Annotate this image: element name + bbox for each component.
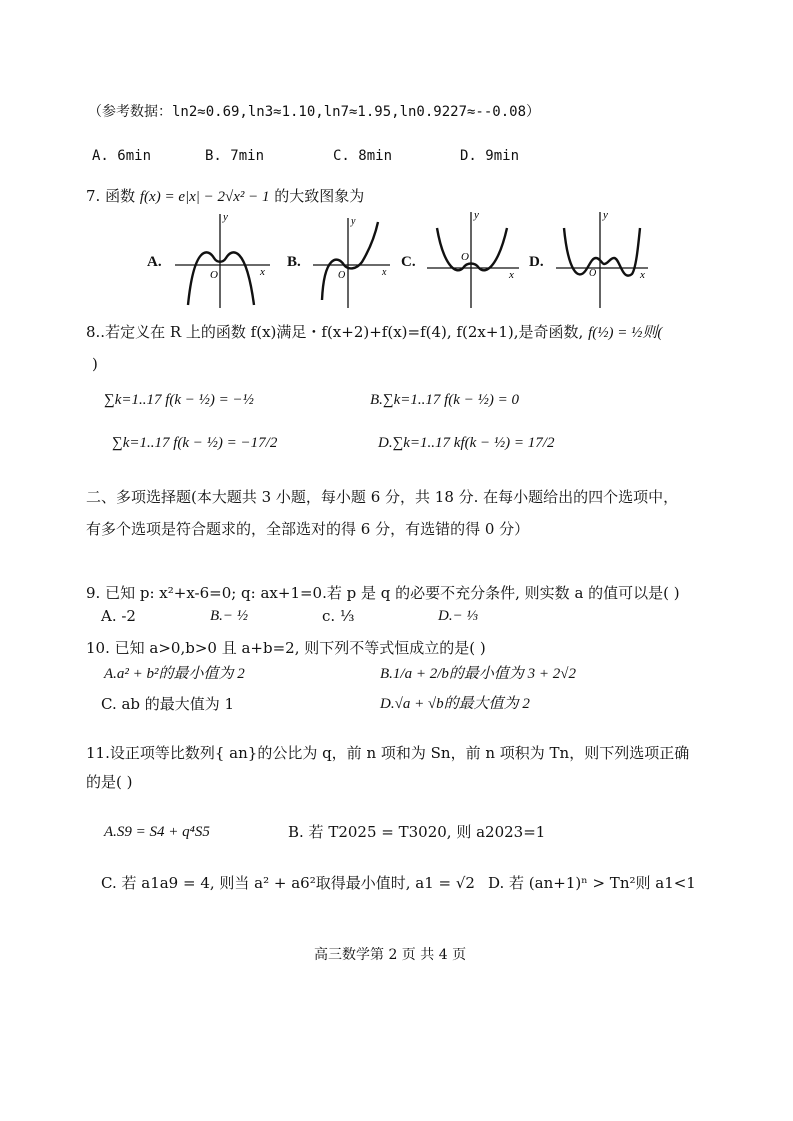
q9-option-b: B.− ½ (210, 608, 249, 624)
reference-data: （参考数据：ln2≈0.69,ln3≈1.10,ln7≈1.95,ln0.9227≈--0.08） (88, 104, 541, 120)
q8-paren-close: ) (92, 355, 98, 373)
q9-option-c: c. ⅓ (322, 607, 355, 625)
graph-a-origin: O (210, 269, 218, 281)
q7-tail: 的大致图象为 (274, 187, 365, 205)
graph-c-curve (437, 228, 507, 270)
q11-option-b: B. 若 T2025 = T3020, 则 a2023=1 (288, 823, 546, 841)
q10-stem: 10. 已知 a>0,b>0 且 a+b=2, 则下列不等式恒成立的是( ) (86, 639, 486, 657)
graph-c-x-label: x (509, 269, 514, 281)
q10-option-a: A.a² + b²的最小值为 2 (104, 666, 245, 682)
q11-line2: 的是( ) (86, 773, 133, 791)
graph-b-curve (322, 222, 378, 300)
graph-c (423, 208, 523, 310)
q10-option-d: D.√a + √b的最大值为 2 (380, 696, 530, 712)
q6-option-b: B. 7min (205, 148, 265, 164)
q8-text: 8..若定义在 R 上的函数 f(x)满足・f(x+2)+f(x)=f(4), f(2x+1),是奇函数, (86, 323, 584, 341)
q11-option-c: C. 若 a1a9 = 4, 则当 a² + a6²取得最小值时, a1 = √2 (101, 874, 475, 892)
graph-d-y-label: y (603, 209, 608, 221)
q8-condition: f(½) = ½则( (588, 325, 663, 341)
q9-option-d: D.− ⅓ (438, 608, 478, 624)
q10-option-c: C. ab 的最大值为 1 (101, 695, 235, 713)
graph-b-x-label: x (382, 267, 387, 278)
q9-stem: 9. 已知 p: x²+x-6=0; q: ax+1=0.若 p 是 q 的必要不充分条件, 则实数 a 的值可以是( ) (86, 584, 680, 602)
q8-option-b: B.∑k=1..17 f(k − ½) = 0 (370, 392, 519, 408)
graph-a (170, 210, 275, 310)
q8-option-a: ∑k=1..17 f(k − ½) = −½ (104, 392, 254, 408)
section2-line2: 有多个选项是符合题求的，全部选对的得 6 分，有选错的得 0 分） (86, 520, 530, 538)
graph-label-a: A. (147, 254, 162, 270)
graph-b (308, 210, 393, 310)
graph-b-origin: O (338, 270, 346, 281)
graph-label-c: C. (401, 254, 416, 270)
graph-label-b: B. (287, 254, 301, 270)
q11-option-d: D. 若 (an+1)ⁿ > Tn²则 a1<1 (488, 874, 696, 892)
graph-a-curve (188, 252, 254, 305)
page-footer: 高三数学第 2 页 共 4 页 (314, 947, 467, 963)
graph-d-origin: O (589, 268, 597, 279)
graph-a-x-label: x (260, 266, 265, 278)
q7-number: 7. 函数 (86, 187, 136, 205)
graph-c-y-label: y (474, 209, 479, 221)
q10-option-b: B.1/a + 2/b的最小值为 3 + 2√2 (380, 666, 576, 682)
graph-d (552, 208, 652, 310)
graph-b-y-label: y (351, 216, 356, 227)
q11-line1: 11.设正项等比数列{ an}的公比为 q，前 n 项和为 Sn，前 n 项积为 Tn，则下列选项正确 (86, 744, 690, 762)
q6-option-d: D. 9min (460, 148, 520, 164)
graph-d-x-label: x (640, 269, 645, 281)
section2-line1: 二、多项选择题(本大题共 3 小题，每小题 6 分，共 18 分. 在每小题给出的四个选项中， (86, 488, 679, 506)
q9-option-a: A. -2 (101, 607, 136, 625)
q6-option-a: A. 6min (92, 148, 152, 164)
q7-stem (86, 186, 364, 207)
q7-function: f(x) = e|x| − 2√x² − 1 (139, 189, 270, 205)
q8-stem (86, 322, 662, 343)
q8-option-c: ∑k=1..17 f(k − ½) = −17/2 (112, 435, 278, 451)
q8-option-d: D.∑k=1..17 kf(k − ½) = 17/2 (378, 435, 555, 451)
q11-option-a: A.S9 = S4 + q⁴S5 (104, 824, 210, 840)
graph-c-origin: O (461, 251, 469, 263)
graph-label-d: D. (529, 254, 544, 270)
graph-a-y-label: y (223, 211, 228, 223)
q6-option-c: C. 8min (333, 148, 393, 164)
